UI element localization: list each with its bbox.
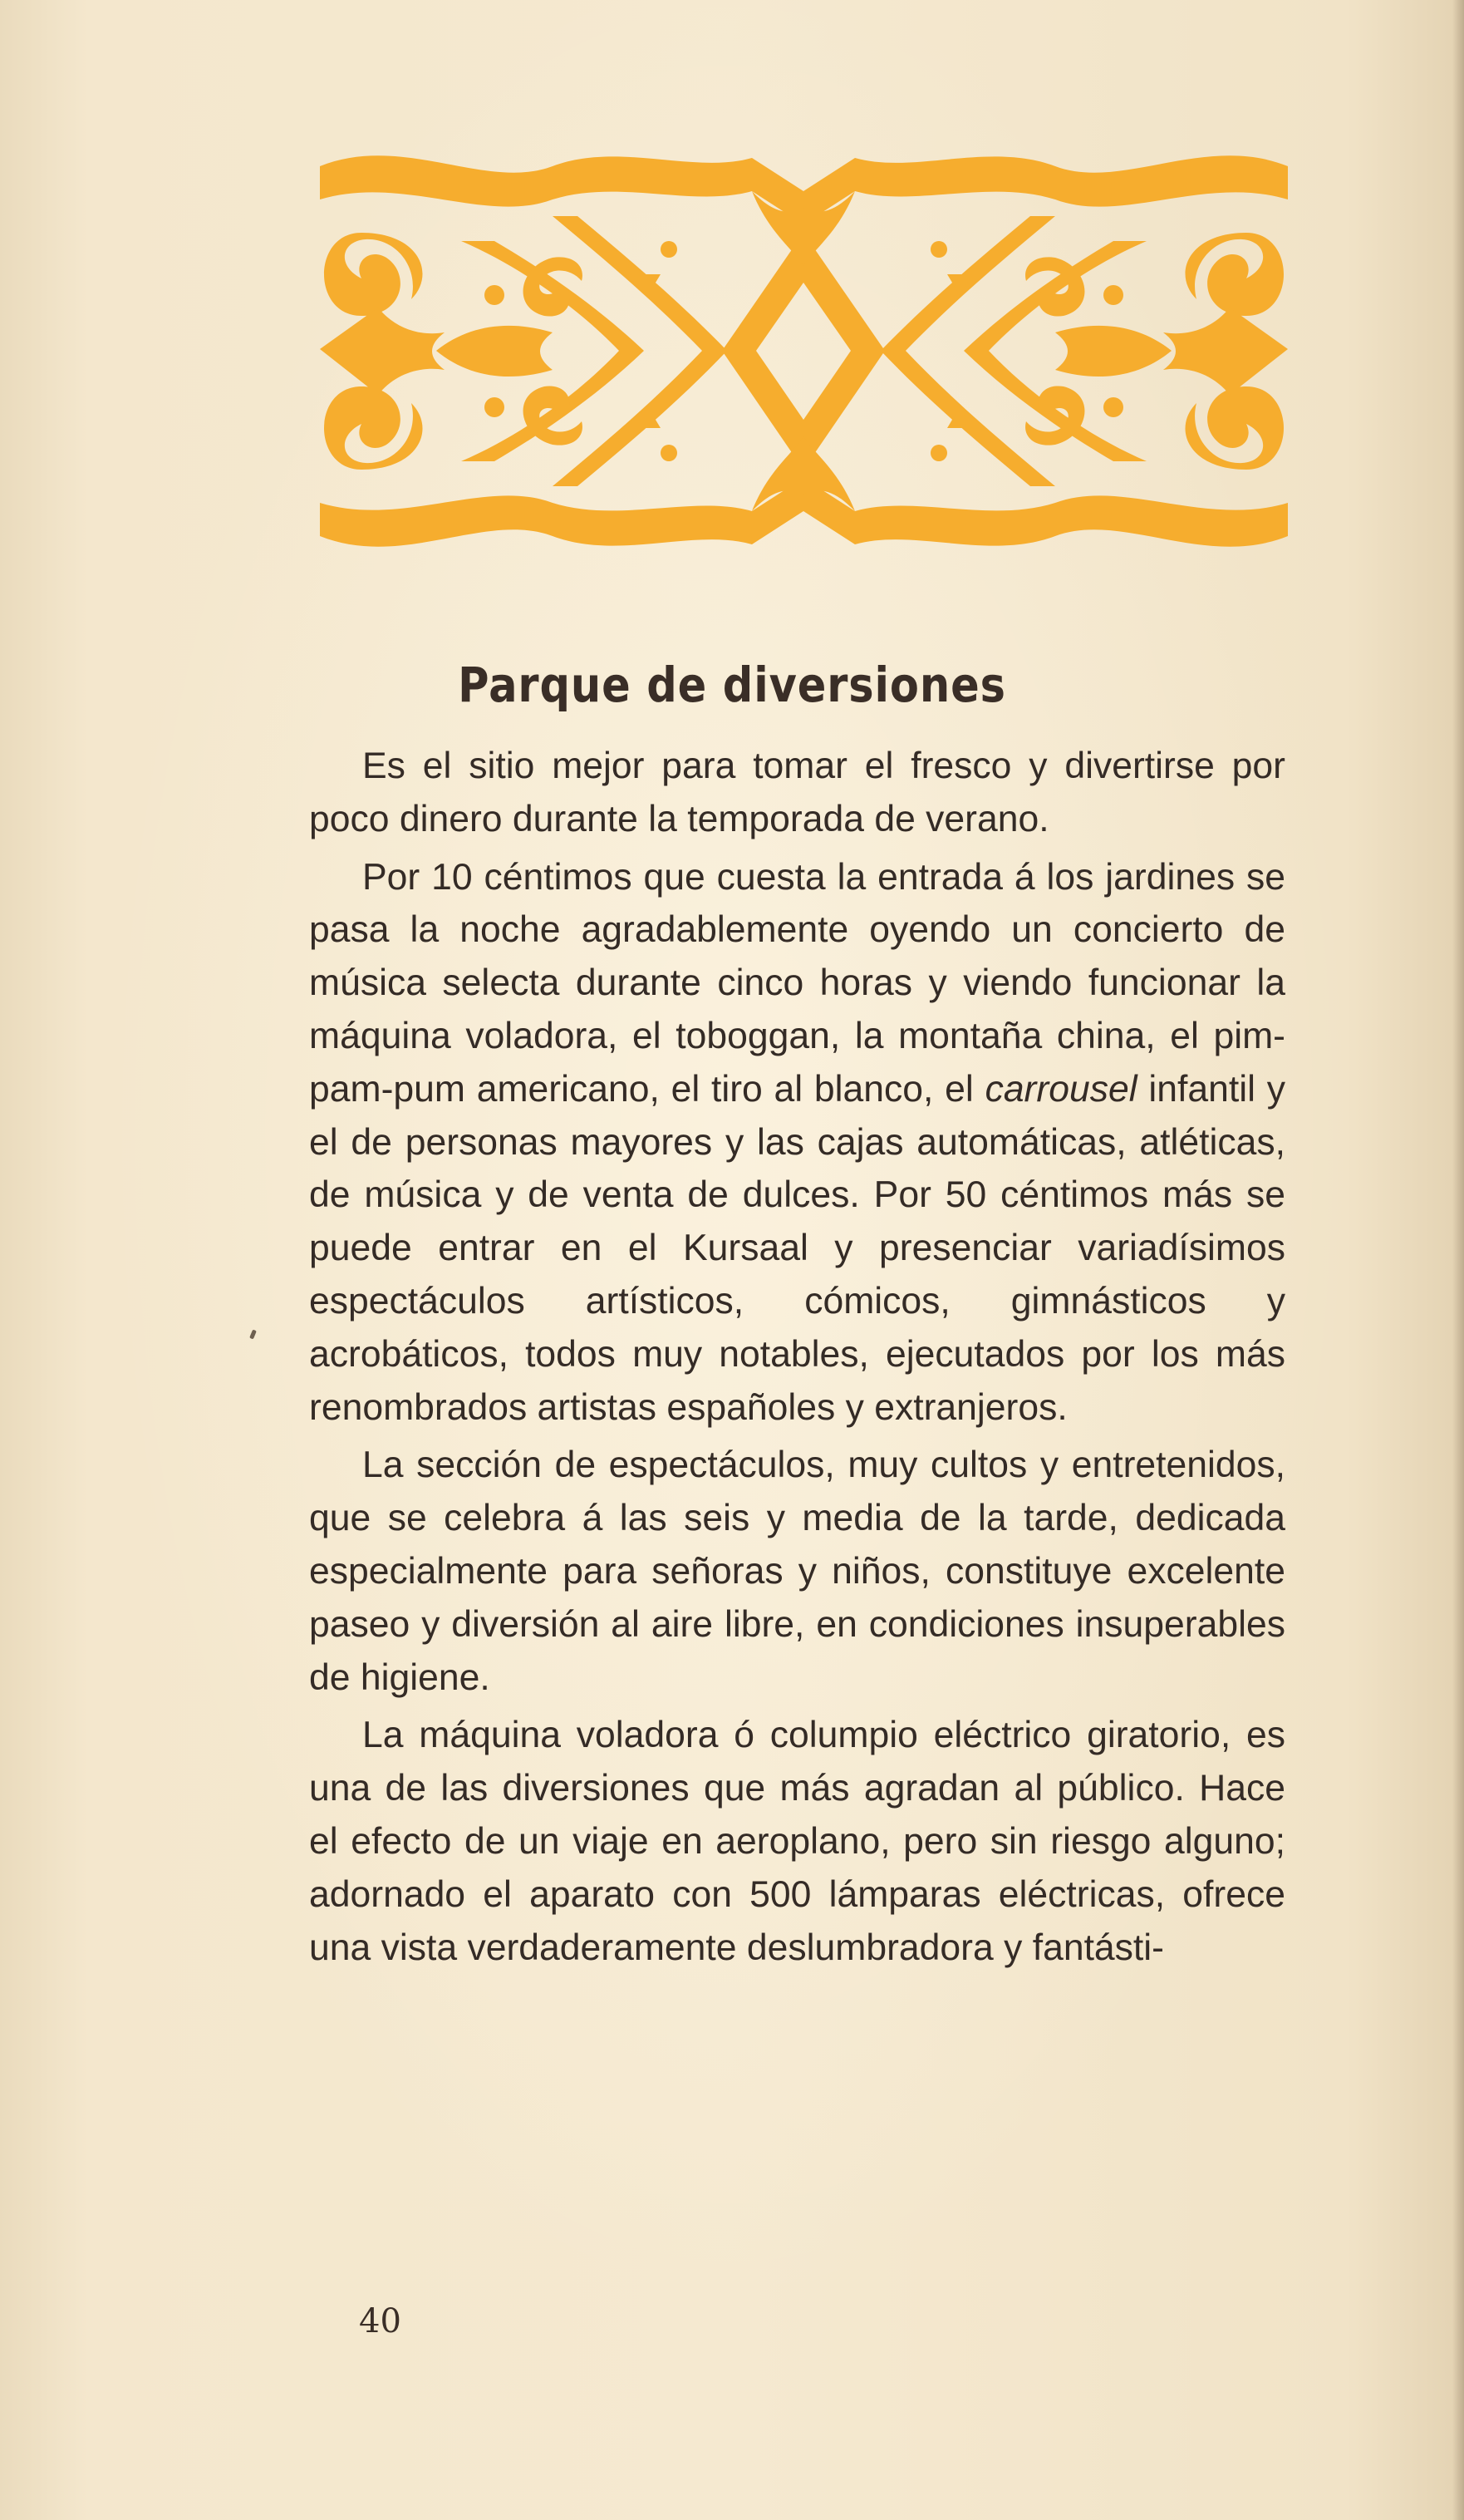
ink-speck — [249, 1329, 257, 1339]
article-body — [309, 740, 1285, 1979]
paragraph-2 — [309, 851, 1285, 1435]
page-title: Parque de diversiones — [458, 657, 1006, 713]
page-edge-shadow — [1452, 0, 1464, 2520]
paragraph-2-italic: carrousel — [985, 1068, 1137, 1110]
paragraph-4: La máquina voladora ó columpio eléctrico giratorio, es una de las diversiones que más agradan al público. Hace el efecto de un viaje en aeroplano, pero sin riesgo alguno; adornado el aparato con 500 lámparas eléctricas, ofrece una vista verdaderamente deslumbradora y fantásti- — [309, 1715, 1285, 1968]
paragraph-2-text-b: infantil y el de personas mayores y las cajas automáticas, atléticas, de música y de venta de dulces. Por 50 céntimos más se puede entrar en el Kursaal y presenciar variadísimos espectáculos artísticos, cómicos, gimnásticos y acrobáticos, todos muy notables, ejecutados por los más renombrados artistas españoles y extranjeros. — [309, 1068, 1285, 1428]
arabesque-ornament-icon — [303, 141, 1304, 561]
paragraph-1: Es el sitio mejor para tomar el fresco y divertirse por poco dinero durante la temporada de verano. — [309, 746, 1285, 839]
page-number: 40 — [359, 2302, 401, 2340]
paragraph-2-text-a: Por 10 céntimos que cuesta la entrada á los jardines se pasa la noche agradablemente oyendo un concierto de música selecta durante cinco horas y viendo funcionar la máquina voladora, el toboggan, la montaña china, el pim-pam-pum americano, el tiro al blanco, el — [309, 856, 1285, 1110]
paragraph-3: La sección de espectáculos, muy cultos y entretenidos, que se celebra á las seis y media de la tarde, dedicada especialmente para señoras y niños, constituye excelente paseo y diversión al aire libre, en condiciones insuperables de higiene. — [309, 1445, 1285, 1698]
